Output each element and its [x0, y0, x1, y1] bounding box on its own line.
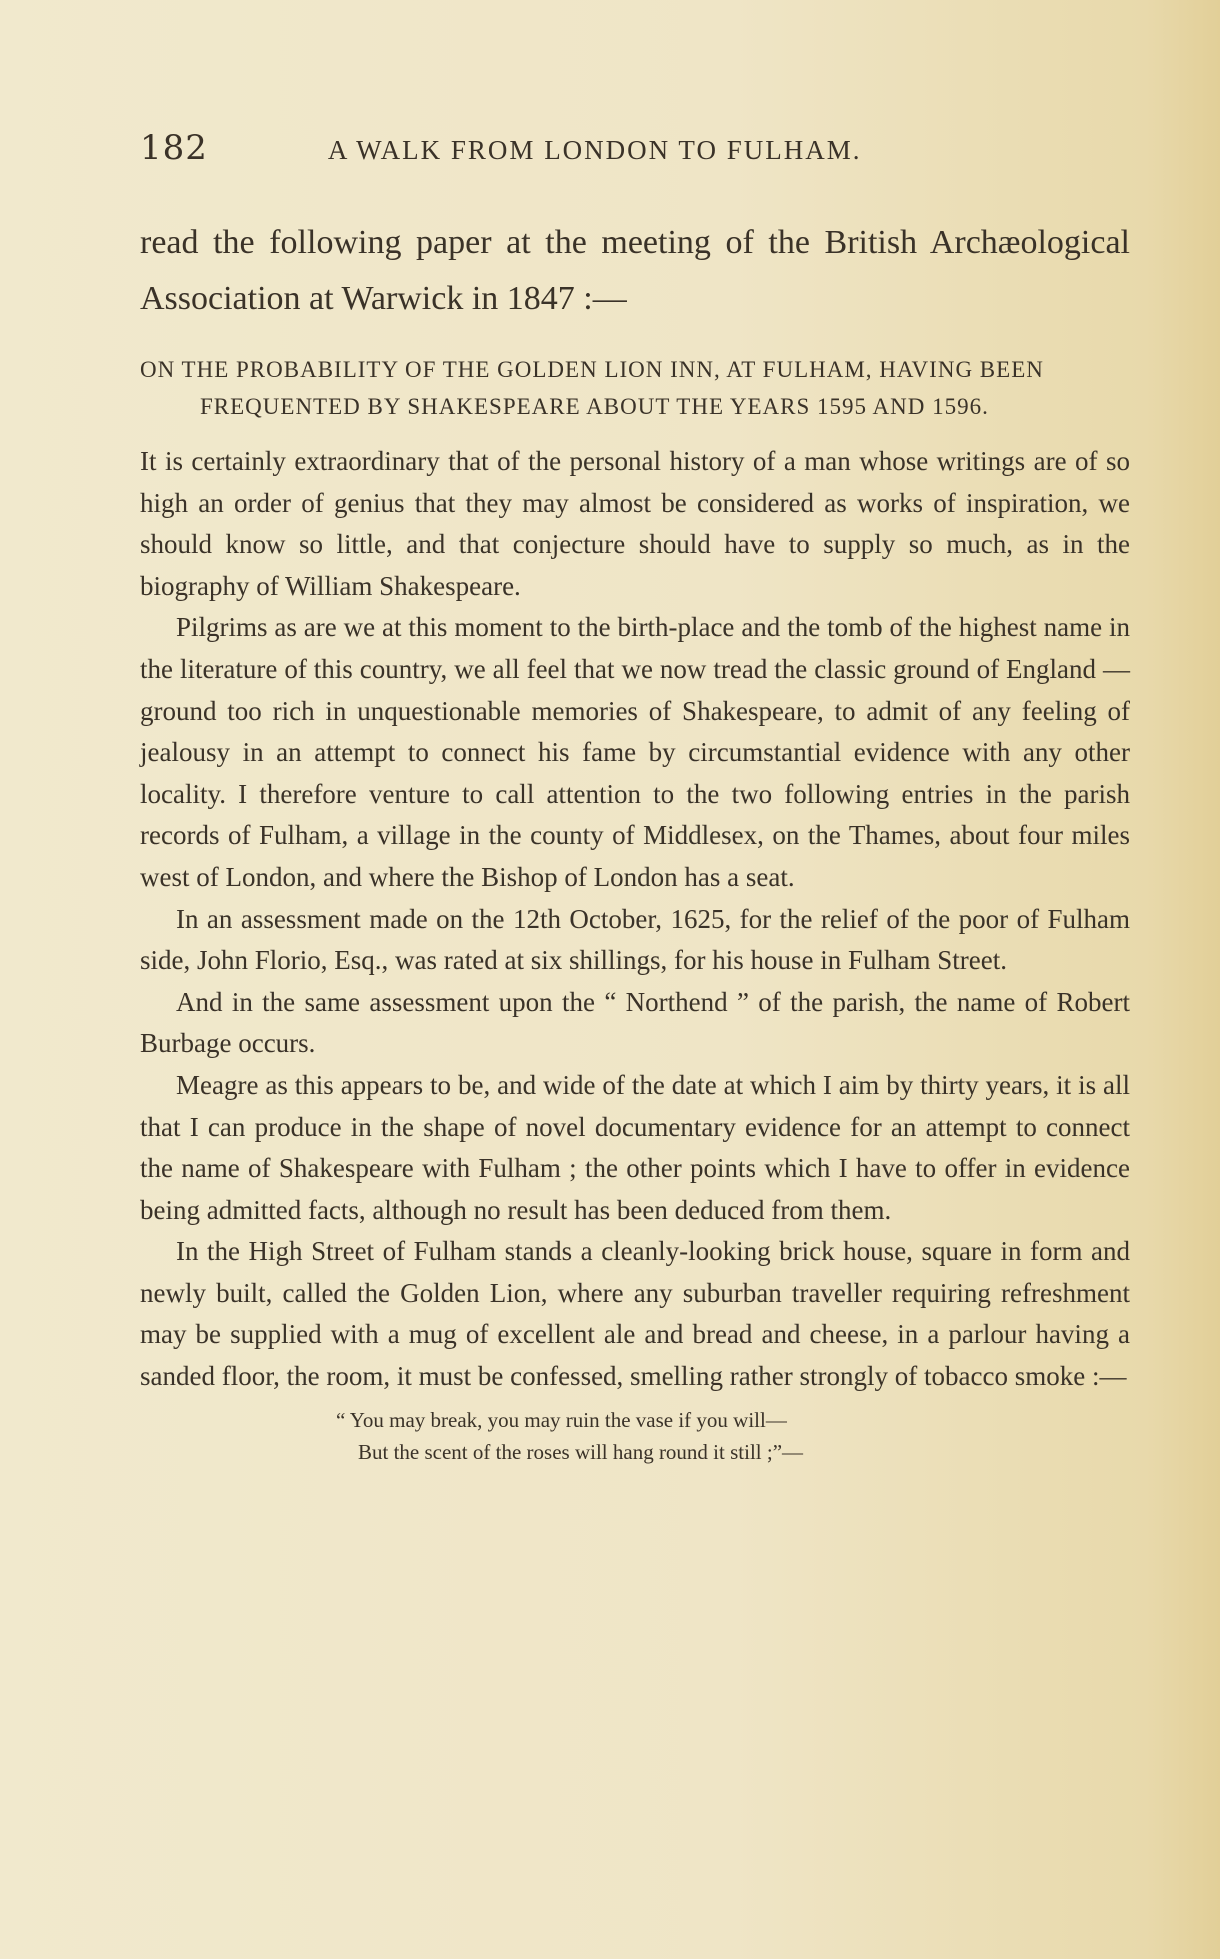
verse-quote [336, 1404, 1130, 1468]
paragraph: In the High Street of Fulham stands a cleanly-looking brick house, square in form and newly built, called the Golden Lion, where any suburban traveller requiring refreshment may be supplied with a mug of excellent ale and bread and cheese, in a parlour having a sanded floor, the room, it must be confessed, smelling rather strongly of tobacco smoke :— [140, 1236, 1130, 1392]
body-text [140, 215, 1130, 1468]
paragraph: And in the same assessment upon the “ Northend ” of the parish, the name of Robert Burbage occurs. [140, 986, 1130, 1059]
intro-paragraph: read the following paper at the meeting of the British Archæological Association at Warwick in 1847 :— [140, 224, 1130, 317]
page-header [140, 128, 1130, 168]
paragraph: In an assessment made on the 12th October, 1625, for the relief of the poor of Fulham side, John Florio, Esq., was rated at six shillings, for his house in Fulham Street. [140, 903, 1130, 976]
paragraph: Pilgrims as are we at this moment to the birth-place and the tomb of the highest name in the literature of this country, we all feel that we now tread the classic ground of England — ground too rich in unquestionable memories of Shakespeare, to admit of any feeling of jealousy in an attempt to connect his fame by circumstantial evidence with any other locality. I therefore venture to call attention to the two following entries in the parish records of Fulham, a village in the county of Middlesex, on the Thames, about four miles west of London, and where the Bishop of London has a seat. [140, 612, 1130, 892]
paper-title: ON THE PROBABILITY OF THE GOLDEN LION INN, AT FULHAM, HAVING BEEN FREQUENTED BY SHAKESPEARE ABOUT THE YEARS 1595 AND 1596. [140, 357, 1044, 419]
quote-line: But the scent of the roses will hang round it still ;”— [358, 1439, 804, 1464]
paragraph: Meagre as this appears to be, and wide of the date at which I aim by thirty years, it is all that I can produce in the shape of novel documentary evidence for an attempt to connect the name of Shakespeare with Fulham ; the other points which I have to offer in evidence being admitted facts, although no result has been deduced from them. [140, 1069, 1130, 1225]
paragraph: It is certainly extraordinary that of the personal history of a man whose writings are of so high an order of genius that they may almost be considered as works of inspiration, we should know so little, and that conjecture should have to supply so much, as in the biography of William Shakespeare. [140, 446, 1130, 601]
running-title: A WALK FROM LONDON TO FULHAM. [327, 135, 862, 165]
page-number: 182 [140, 128, 208, 168]
quote-line: “ You may break, you may ruin the vase if you will— [336, 1407, 787, 1432]
